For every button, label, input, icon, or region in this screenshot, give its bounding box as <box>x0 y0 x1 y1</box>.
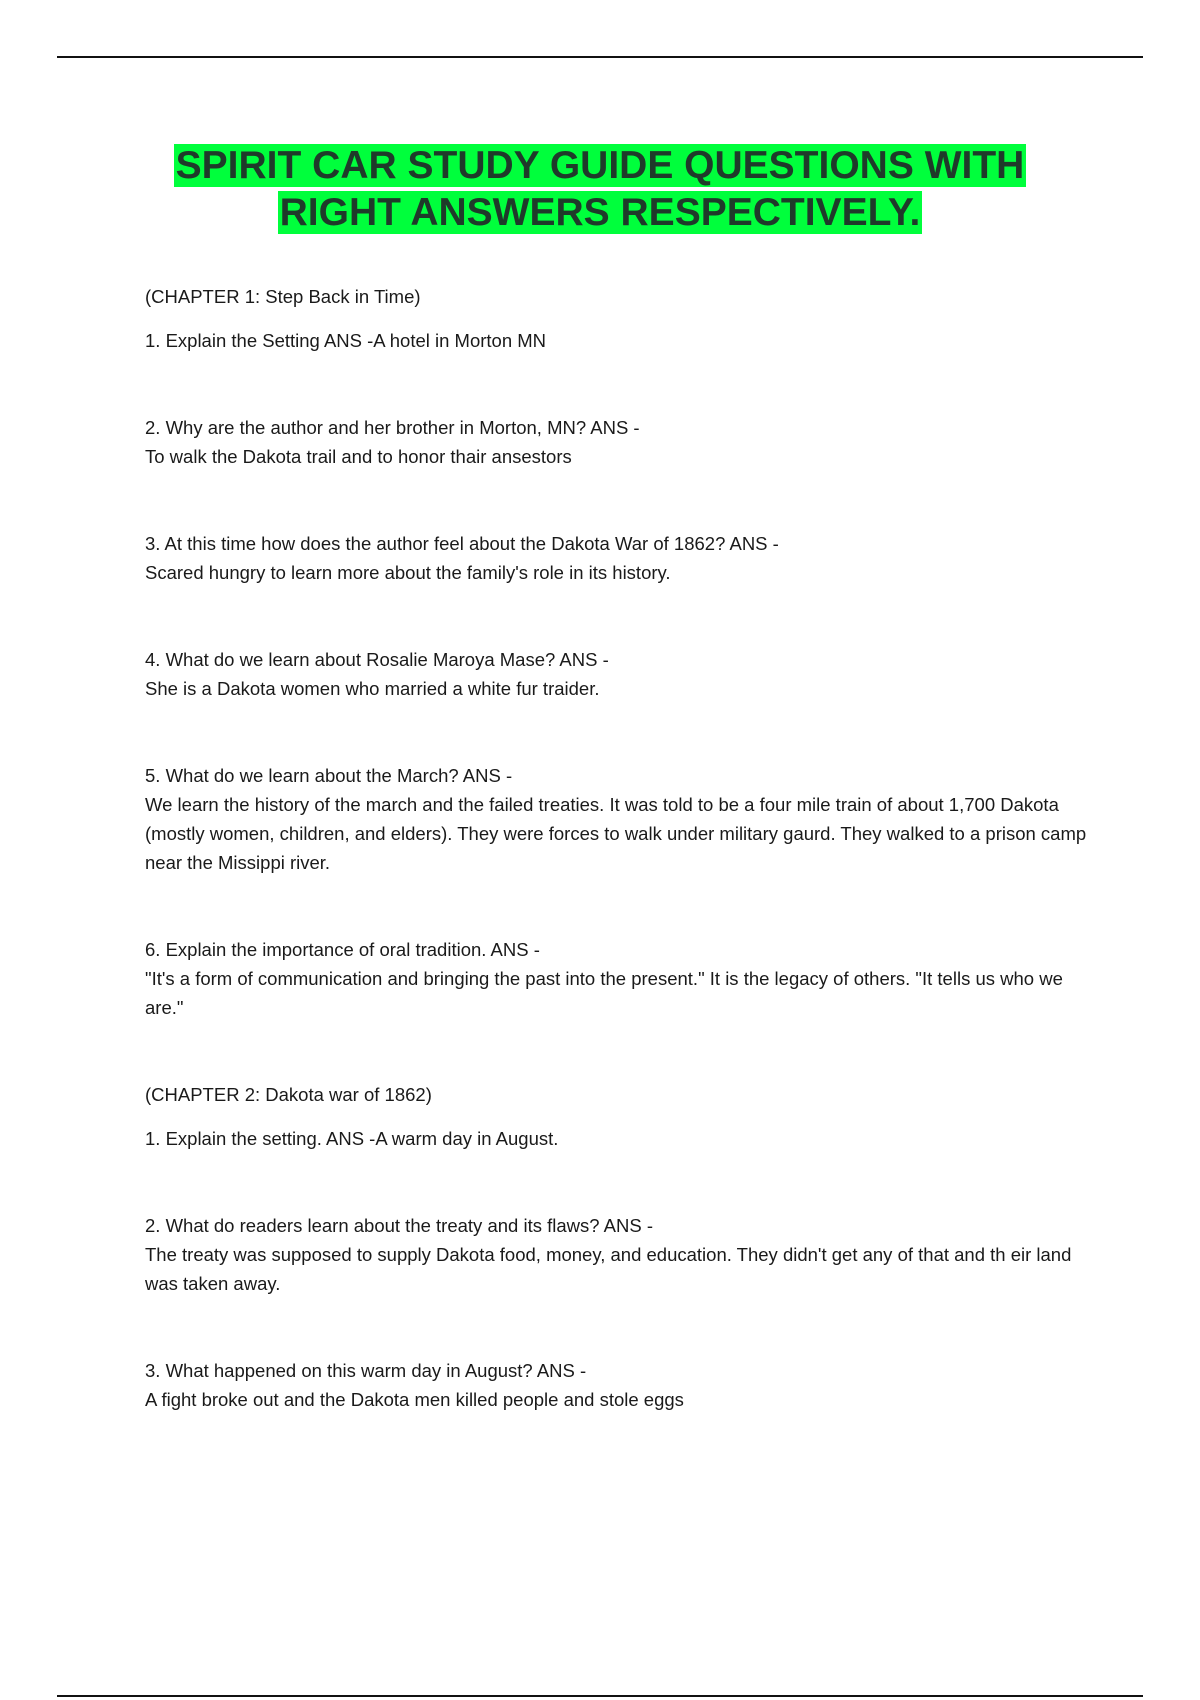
ch1-question-1 <box>145 326 1095 355</box>
ch1-question-6 <box>145 935 1095 1022</box>
chapter-1-heading: (CHAPTER 1: Step Back in Time) <box>145 286 421 307</box>
question-text: 3. What happened on this warm day in August? ANS - <box>145 1360 587 1381</box>
bottom-rule <box>57 1695 1143 1697</box>
answer-text: The treaty was supposed to supply Dakota food, money, and education. They didn't get any of that and th eir land was taken away. <box>145 1244 1072 1294</box>
document-body <box>145 282 1095 1414</box>
answer-text: She is a Dakota women who married a white fur traider. <box>145 678 600 699</box>
top-rule <box>57 56 1143 58</box>
question-text: 2. What do readers learn about the treaty and its flaws? ANS - <box>145 1215 653 1236</box>
question-text: 5. What do we learn about the March? ANS - <box>145 765 513 786</box>
question-text: 1. Explain the setting. ANS -A warm day in August. <box>145 1128 559 1149</box>
document-title <box>0 142 1200 236</box>
question-text: 1. Explain the Setting ANS -A hotel in Morton MN <box>145 330 547 351</box>
title-line-1: SPIRIT CAR STUDY GUIDE QUESTIONS WITH <box>175 144 1025 187</box>
ch1-question-5 <box>145 761 1095 877</box>
title-line-2: RIGHT ANSWERS RESPECTIVELY. <box>279 191 921 234</box>
chapter-2-heading: (CHAPTER 2: Dakota war of 1862) <box>145 1084 432 1105</box>
ch2-question-1 <box>145 1124 1095 1153</box>
question-text: 3. At this time how does the author feel about the Dakota War of 1862? ANS - <box>145 533 779 554</box>
question-text: 6. Explain the importance of oral tradition. ANS - <box>145 939 540 960</box>
answer-text: "It's a form of communication and bringing the past into the present." It is the legacy of others. "It tells us who we are." <box>145 968 1063 1018</box>
question-text: 4. What do we learn about Rosalie Maroya Mase? ANS - <box>145 649 609 670</box>
answer-text: To walk the Dakota trail and to honor thair ansestors <box>145 446 572 467</box>
answer-text: A fight broke out and the Dakota men killed people and stole eggs <box>145 1389 684 1410</box>
answer-text: We learn the history of the march and the failed treaties. It was told to be a four mile train of about 1,700 Dakota (mostly women, children, and elders). They were forces to walk under military gaurd. They walked to a prison camp near the Missippi river. <box>145 794 1087 873</box>
ch2-question-2 <box>145 1211 1095 1298</box>
ch1-question-3 <box>145 529 1095 587</box>
ch2-question-3 <box>145 1356 1095 1414</box>
answer-text: Scared hungry to learn more about the family's role in its history. <box>145 562 671 583</box>
ch1-question-2 <box>145 413 1095 471</box>
question-text: 2. Why are the author and her brother in Morton, MN? ANS - <box>145 417 640 438</box>
ch1-question-4 <box>145 645 1095 703</box>
